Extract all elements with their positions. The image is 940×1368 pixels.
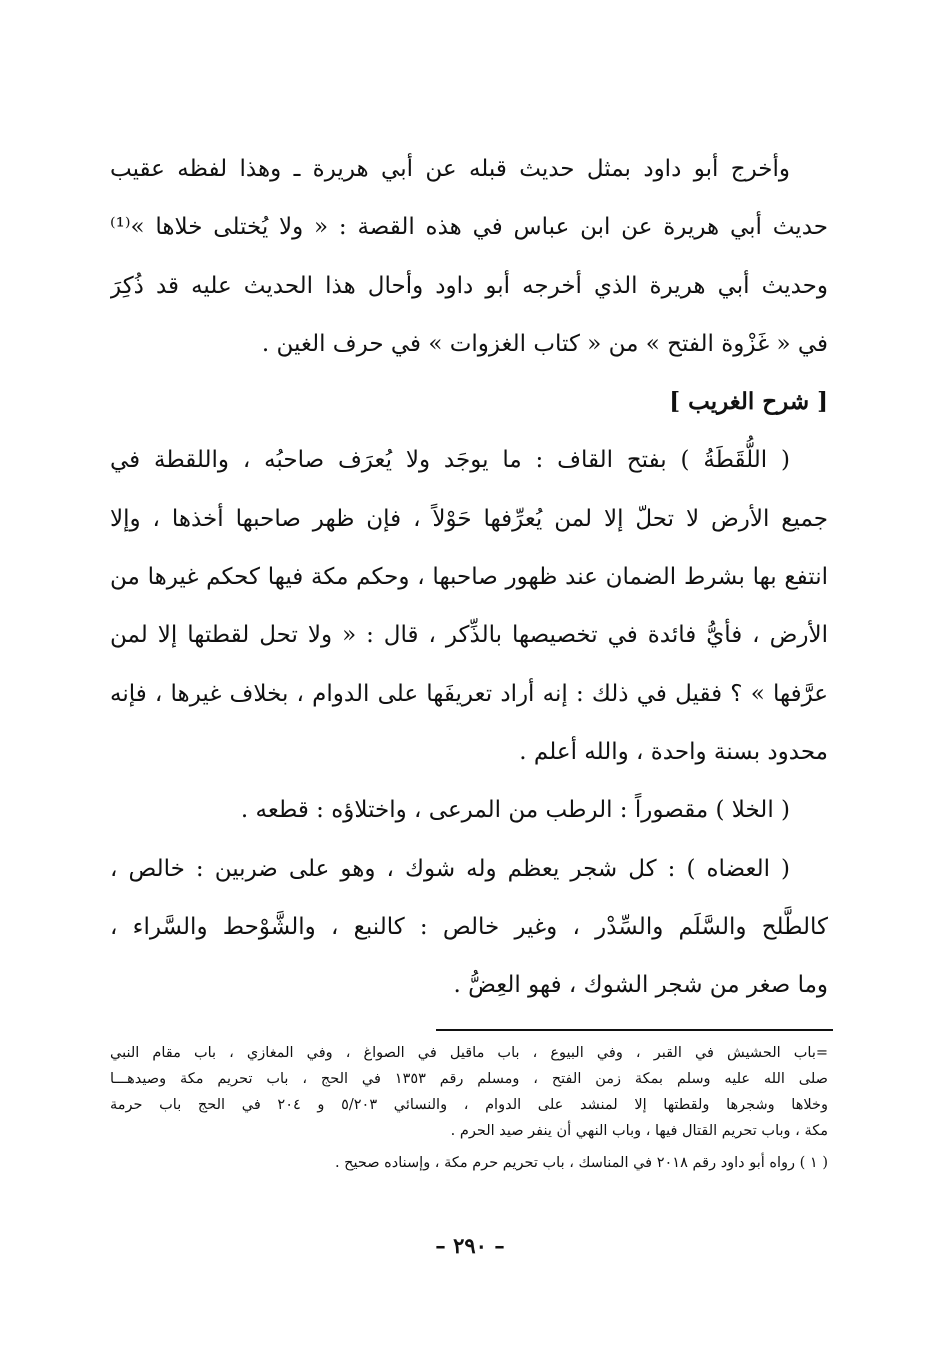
sharh-line-7: ( الخلا ) مقصوراً : الرطب من المرعى ، واختلاؤه : قطعه . [240,797,790,824]
body-line-2: حديث أبي هريرة عن ابن عباس في هذه القصة : « ولا يُختلى خلاها »⁽¹⁾ [110,214,828,241]
footnote-line-1: =باب الحشيش في القبر ، وفي البيوع ، باب ماقيل في الصواغ ، وفي المغازي ، باب مقام النبي [110,1045,828,1061]
sharh-line-9: كالطَّلح والسَّلَم والسِّدْر ، وغير خالص : كالنبع ، والشَّوْحط والسَّراء ، [110,913,828,940]
body-line-3: وحديث أبي هريرة الذي أخرجه أبو داود وأحال هذا الحديث عليه قد ذُكِرَ [110,272,828,299]
main-text [110,140,828,1014]
sharh-line-8: ( العضاه ) : كل شجر يعظم وله شوك ، وهو على ضربين : خالص ، [110,855,790,882]
body-line-1: وأخرج أبو داود بمثل حديث قبله عن أبي هريرة ـ وهذا لفظه عقيب [110,156,790,182]
footnote-line-2: صلى الله عليه وسلم بمكة زمن الفتح ، ومسلم رقم ١٣٥٣ في الحج ، باب تحريم مكة وصيدهـــا [110,1071,828,1087]
page-number: – ٢٩٠ – [435,1233,505,1258]
body-line-4: في « غَزْوة الفتح » من « كتاب الغزوات » في حرف الغين . [261,330,828,357]
sharh-line-6: محدود بسنة واحدة ، والله أعلم . [519,738,828,765]
footnote-line-4: مكة ، وباب تحريم القتال فيها ، وباب النهي أن ينفر صيد الحرم . [450,1123,828,1139]
sharh-line-5: عرَّفها » ؟ فقيل في ذلك : إنه أراد تعريفَها على الدوام ، بخلاف غيرها ، فإنه [110,680,828,707]
footnote-line-3: وخلاها وشجرها ولقطتها إلا لمنشد على الدوام ، والنسائي ٥/٢٠٣ و ٢٠٤ في الحج باب حرمة [110,1097,828,1113]
sharh-line-1: ( اللُّقَطَةُ ) بفتح القاف : ما يوجَد ولا يُعرَف صاحبُه ، واللقطة في [110,447,790,474]
sharh-line-4: الأرض ، فأيُّ فائدة في تخصيصها بالذِّكر ، قال : « ولا تحل لقطتها إلا لمن [110,622,828,649]
footnote-divider [436,1029,833,1031]
sharh-line-3: انتفع بها بشرط الضمان عند ظهور صاحبها ، وحكم مكة فيها كحكم غيرها من [110,564,828,591]
section-heading: [ شرح الغريب ] [669,388,828,416]
footnote-1: ( ١ ) رواه أبو داود رقم ٢٠١٨ في المناسك ، باب تحريم حرم مكة ، وإسناده صحيح . [334,1155,828,1171]
sharh-line-2: جميع الأرض لا تحلّ إلا لمن يُعرِّفها حَوْلاً ، فإن ظهر صاحبها أخذها ، وإلا [110,505,828,532]
sharh-line-10: وما صغر من شجر الشوك ، فهو العِضُّ . [453,972,828,999]
footnotes [110,1040,828,1176]
